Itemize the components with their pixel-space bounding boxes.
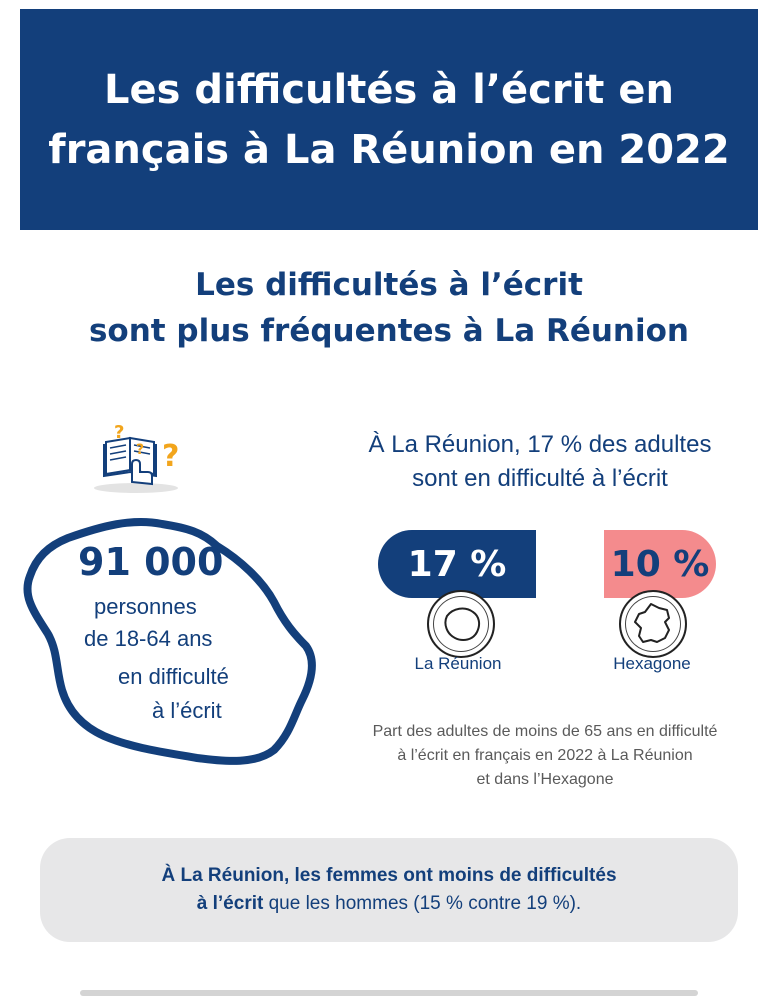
reunion-map-icon bbox=[427, 590, 495, 658]
bottom-divider bbox=[80, 990, 698, 996]
page-title-line-1: Les difficultés à l’écrit en bbox=[104, 66, 674, 113]
source-line-3: et dans l’Hexagone bbox=[476, 771, 614, 788]
hexagone-label: Hexagone bbox=[613, 654, 691, 673]
france-map-icon bbox=[619, 590, 687, 658]
svg-text:?: ? bbox=[114, 422, 125, 443]
people-count: 91 000 bbox=[78, 540, 224, 584]
hexagone-percentage-badge: 10 % bbox=[604, 530, 716, 598]
subtitle-line-1: Les difficultés à l’écrit bbox=[195, 267, 583, 303]
open-book-question-icon bbox=[92, 420, 192, 496]
source-note bbox=[340, 720, 750, 792]
stat-headline-line-1: À La Réunion, 17 % des adultes bbox=[368, 431, 712, 458]
source-line-2: à l’écrit en français en 2022 à La Réunion bbox=[397, 747, 693, 764]
svg-text:?: ? bbox=[136, 442, 145, 458]
gender-note-box bbox=[40, 838, 738, 942]
people-line-2: de 18-64 ans bbox=[84, 626, 213, 651]
gender-note-line-1 bbox=[161, 862, 616, 890]
page-title-line-2: français à La Réunion en 2022 bbox=[48, 126, 730, 173]
people-line-3: en difficulté bbox=[118, 664, 229, 689]
gender-note-line-2 bbox=[197, 890, 581, 918]
header-banner bbox=[20, 9, 758, 230]
reunion-percentage-badge: 17 % bbox=[378, 530, 536, 598]
stat-headline-line-2: sont en difficulté à l’écrit bbox=[412, 465, 668, 492]
gender-note-text-2: que les hommes (15 % contre 19 %). bbox=[263, 893, 582, 914]
svg-text:?: ? bbox=[162, 439, 180, 474]
people-line-1: personnes bbox=[94, 594, 197, 619]
people-line-4: à l’écrit bbox=[152, 698, 222, 723]
gender-note-bold-2: à l’écrit bbox=[196, 893, 264, 914]
source-line-1: Part des adultes de moins de 65 ans en difficulté bbox=[372, 723, 718, 740]
reunion-label: La Réunion bbox=[414, 654, 502, 673]
section-subtitle bbox=[20, 262, 758, 354]
subtitle-line-2: sont plus fréquentes à La Réunion bbox=[88, 313, 689, 349]
gender-note-bold-1: À La Réunion bbox=[161, 865, 284, 886]
stat-headline bbox=[340, 428, 740, 496]
gender-note-text-1: , les femmes ont moins de difficultés bbox=[283, 865, 617, 886]
